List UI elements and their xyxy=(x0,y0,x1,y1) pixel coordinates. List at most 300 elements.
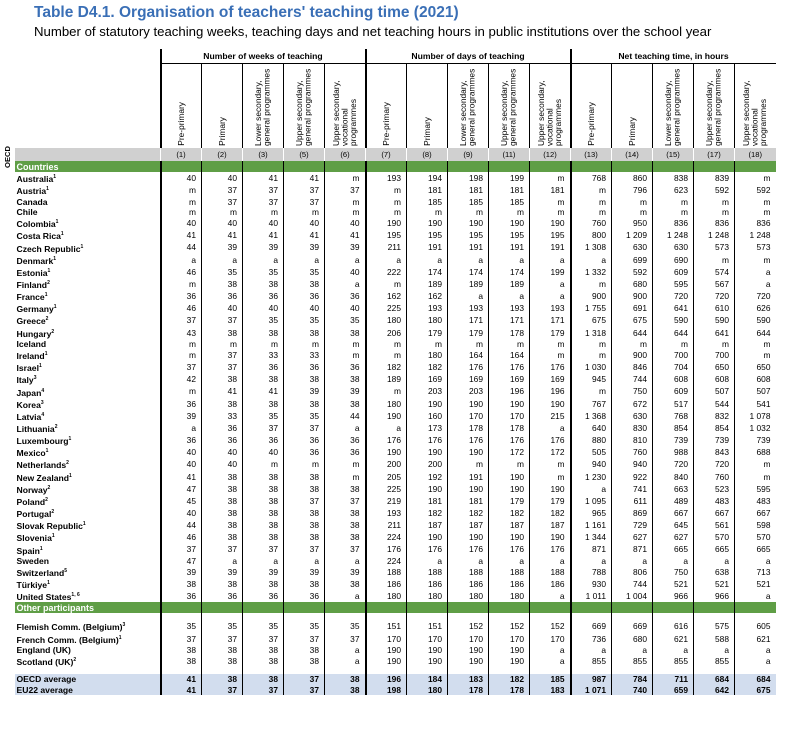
table-cell: 176 xyxy=(366,544,407,556)
table-cell: m xyxy=(530,458,571,470)
table-cell: 162 xyxy=(407,290,448,302)
table-row xyxy=(15,327,776,339)
table-cell: 38 xyxy=(284,327,325,339)
table-cell: 659 xyxy=(653,685,694,695)
table-cell: 609 xyxy=(653,266,694,278)
table-cell: 38 xyxy=(243,483,284,495)
column-header-label: Pre-primary xyxy=(585,102,596,146)
table-cell: 843 xyxy=(694,446,735,458)
section-label: Countries xyxy=(15,161,161,172)
table-cell: 37 xyxy=(202,544,243,556)
table-cell: 39 xyxy=(202,566,243,578)
table-cell: a xyxy=(530,655,571,667)
table-cell: 191 xyxy=(530,242,571,254)
table-row xyxy=(15,495,776,507)
table-cell: 190 xyxy=(366,645,407,655)
table-cell: 176 xyxy=(407,434,448,446)
table-cell: 36 xyxy=(284,446,325,458)
table-cell: 189 xyxy=(407,278,448,290)
table-row xyxy=(15,266,776,278)
table-cell: 170 xyxy=(407,633,448,645)
row-label: Finland$^2$ xyxy=(16,279,50,290)
table-cell: 38 xyxy=(284,655,325,667)
table-cell: 46 xyxy=(161,302,202,314)
column-number: (9) xyxy=(448,148,489,161)
table-cell: 190 xyxy=(489,645,530,655)
table-cell: m xyxy=(325,197,366,207)
column-header-label: Upper secondary, general programmes xyxy=(704,68,723,146)
table-row xyxy=(15,483,776,495)
table-cell: 38 xyxy=(325,674,366,684)
table-cell: m xyxy=(571,349,612,361)
table-cell: 663 xyxy=(653,483,694,495)
row-label: French Comm. (Belgium)$^1$ xyxy=(16,634,122,645)
table-cell: 900 xyxy=(612,290,653,302)
table-cell: 37 xyxy=(284,685,325,695)
table-cell: 38 xyxy=(325,483,366,495)
table-cell: 567 xyxy=(694,278,735,290)
table-cell: 190 xyxy=(366,410,407,422)
table-cell: 680 xyxy=(612,278,653,290)
table-cell: 37 xyxy=(243,197,284,207)
table-cell: 1 095 xyxy=(571,495,612,507)
table-cell: m xyxy=(735,254,776,266)
table-cell: 900 xyxy=(571,290,612,302)
table-cell: 39 xyxy=(243,242,284,254)
table-cell: a xyxy=(448,556,489,566)
table-row xyxy=(15,410,776,422)
table-cell: 592 xyxy=(612,266,653,278)
table-cell: m xyxy=(448,339,489,349)
table-cell: 39 xyxy=(284,566,325,578)
table-cell: 720 xyxy=(735,290,776,302)
table-row xyxy=(15,339,776,349)
table-cell: 830 xyxy=(612,422,653,434)
table-cell: 1 755 xyxy=(571,302,612,314)
table-cell: 170 xyxy=(366,633,407,645)
group-header: Number of days of teaching xyxy=(366,49,571,64)
table-cell: 667 xyxy=(653,507,694,519)
row-label: Japan$^4$ xyxy=(16,387,45,398)
table-cell: 1 030 xyxy=(571,361,612,373)
table-cell: 188 xyxy=(366,566,407,578)
table-cell: 35 xyxy=(325,620,366,632)
table-cell: 570 xyxy=(694,531,735,543)
table-cell: 189 xyxy=(489,278,530,290)
table-cell: m xyxy=(694,339,735,349)
table-cell: 40 xyxy=(202,172,243,184)
table-cell: 206 xyxy=(366,327,407,339)
table-cell: m xyxy=(653,207,694,217)
table-cell: m xyxy=(325,471,366,483)
table-cell: 740 xyxy=(612,685,653,695)
row-label: Portugal$^2$ xyxy=(16,508,55,519)
table-cell: 736 xyxy=(571,633,612,645)
table-cell: 627 xyxy=(653,531,694,543)
table-cell: m xyxy=(284,207,325,217)
table-cell: 608 xyxy=(694,373,735,385)
table-cell: 190 xyxy=(489,217,530,229)
table-cell: 37 xyxy=(325,544,366,556)
table-cell: 178 xyxy=(489,327,530,339)
row-label: Austria$^1$ xyxy=(16,186,49,197)
table-cell: 195 xyxy=(448,229,489,241)
table-cell: 190 xyxy=(407,446,448,458)
table-cell: 219 xyxy=(366,495,407,507)
table-cell: 205 xyxy=(366,471,407,483)
table-cell: 38 xyxy=(284,531,325,543)
table-cell: 855 xyxy=(612,655,653,667)
table-cell: 186 xyxy=(530,578,571,590)
table-cell: 595 xyxy=(653,278,694,290)
table-cell: m xyxy=(366,386,407,398)
table-cell: a xyxy=(530,290,571,302)
table-cell: 573 xyxy=(694,242,735,254)
table-cell: 37 xyxy=(284,544,325,556)
column-header-label: Pre-primary xyxy=(175,102,186,146)
table-cell: 592 xyxy=(694,184,735,196)
column-header-label: Primary xyxy=(626,117,637,146)
table-cell: 38 xyxy=(202,398,243,410)
table-cell: a xyxy=(325,645,366,655)
table-cell: 840 xyxy=(653,471,694,483)
table-cell: m xyxy=(366,339,407,349)
table-cell: 38 xyxy=(161,645,202,655)
table-cell: a xyxy=(448,254,489,266)
table-cell: m xyxy=(325,339,366,349)
column-number: (1) xyxy=(161,148,202,161)
table-cell: 630 xyxy=(612,242,653,254)
column-number: (2) xyxy=(202,148,243,161)
table-cell: 36 xyxy=(325,290,366,302)
section-header xyxy=(15,161,776,172)
table-cell: 179 xyxy=(530,495,571,507)
table-cell: 38 xyxy=(243,578,284,590)
row-label: Slovak Republic$^1$ xyxy=(16,521,86,532)
table-cell: a xyxy=(735,590,776,602)
table-cell: 195 xyxy=(489,229,530,241)
table-cell: 836 xyxy=(653,217,694,229)
table-cell: m xyxy=(694,197,735,207)
table-cell: 869 xyxy=(612,507,653,519)
table-cell: 36 xyxy=(161,290,202,302)
table-cell: a xyxy=(571,645,612,655)
table-cell: m xyxy=(571,207,612,217)
table-cell: 188 xyxy=(448,566,489,578)
table-cell: m xyxy=(612,197,653,207)
table-cell: 185 xyxy=(407,197,448,207)
table-cell: 37 xyxy=(284,184,325,196)
row-label: Mexico$^1$ xyxy=(16,448,49,459)
table-cell: m xyxy=(653,339,694,349)
table-cell: 190 xyxy=(489,483,530,495)
table-cell: 42 xyxy=(161,373,202,385)
table-cell: 684 xyxy=(735,674,776,684)
column-header xyxy=(366,64,407,149)
row-label: Chile xyxy=(16,206,38,217)
table-cell: 1 332 xyxy=(571,266,612,278)
row-label: Slovenia$^1$ xyxy=(16,533,55,544)
table-cell: 37 xyxy=(325,184,366,196)
table-row xyxy=(15,361,776,373)
table-cell: 922 xyxy=(612,471,653,483)
table-cell: a xyxy=(571,556,612,566)
table-cell: 40 xyxy=(161,446,202,458)
table-cell: 38 xyxy=(325,578,366,590)
table-cell: 832 xyxy=(694,410,735,422)
teaching-time-table xyxy=(14,49,776,695)
table-row xyxy=(15,645,776,655)
table-cell: 41 xyxy=(161,674,202,684)
column-number: (8) xyxy=(407,148,448,161)
table-cell: 195 xyxy=(366,229,407,241)
table-cell: 630 xyxy=(612,410,653,422)
table-cell: a xyxy=(489,556,530,566)
table-cell: 169 xyxy=(530,373,571,385)
row-label: Costa Rica$^1$ xyxy=(16,231,64,242)
table-cell: m xyxy=(571,278,612,290)
column-number: (6) xyxy=(325,148,366,161)
table-cell: a xyxy=(325,422,366,434)
table-cell: 225 xyxy=(366,302,407,314)
table-cell: 37 xyxy=(202,314,243,326)
table-cell: 37 xyxy=(243,544,284,556)
table-cell: 211 xyxy=(366,242,407,254)
table-cell: 176 xyxy=(407,544,448,556)
table-cell: 38 xyxy=(202,495,243,507)
table-cell: 744 xyxy=(612,578,653,590)
table-cell: 183 xyxy=(448,674,489,684)
table-cell: 39 xyxy=(161,566,202,578)
table-cell: 45 xyxy=(161,495,202,507)
table-cell: 1 004 xyxy=(612,590,653,602)
table-cell: 39 xyxy=(284,386,325,398)
table-cell: 38 xyxy=(202,278,243,290)
table-cell: 190 xyxy=(407,398,448,410)
table-cell: 182 xyxy=(489,507,530,519)
table-cell: 598 xyxy=(735,519,776,531)
table-cell: 190 xyxy=(448,531,489,543)
table-cell: m xyxy=(161,386,202,398)
table-cell: 176 xyxy=(489,544,530,556)
table-cell: 36 xyxy=(325,361,366,373)
table-cell: 185 xyxy=(448,197,489,207)
table-cell: 739 xyxy=(653,434,694,446)
column-header-label: Lower secondary, general programmes xyxy=(663,68,682,146)
table-cell: 38 xyxy=(243,398,284,410)
table-cell: 37 xyxy=(202,685,243,695)
table-cell: 38 xyxy=(284,471,325,483)
table-cell: 37 xyxy=(202,184,243,196)
table-row xyxy=(15,422,776,434)
table-cell: 37 xyxy=(325,495,366,507)
table-cell: 178 xyxy=(448,685,489,695)
table-cell: 196 xyxy=(530,386,571,398)
table-cell: 39 xyxy=(161,410,202,422)
table-cell: 180 xyxy=(407,314,448,326)
table-cell: 182 xyxy=(407,507,448,519)
table-cell: 33 xyxy=(243,349,284,361)
table-cell: 966 xyxy=(694,590,735,602)
table-cell: 198 xyxy=(448,172,489,184)
table-row xyxy=(15,556,776,566)
table-cell: m xyxy=(325,207,366,217)
table-cell: m xyxy=(735,471,776,483)
table-cell: 190 xyxy=(489,655,530,667)
table-cell: 675 xyxy=(571,314,612,326)
table-cell: 675 xyxy=(612,314,653,326)
table-cell: m xyxy=(530,197,571,207)
table-cell: 180 xyxy=(489,590,530,602)
table-cell: 180 xyxy=(407,349,448,361)
table-cell: 592 xyxy=(735,184,776,196)
table-cell: 181 xyxy=(448,495,489,507)
table-cell: 190 xyxy=(448,446,489,458)
table-cell: 641 xyxy=(653,302,694,314)
table-cell: 1 078 xyxy=(735,410,776,422)
table-cell: 665 xyxy=(694,544,735,556)
row-label: Hungary$^2$ xyxy=(16,328,55,339)
row-label: Netherlands$^2$ xyxy=(16,460,69,471)
row-label: OECD average xyxy=(15,674,161,684)
table-cell: a xyxy=(530,556,571,566)
table-cell: a xyxy=(489,290,530,302)
table-cell: 796 xyxy=(612,184,653,196)
table-cell: m xyxy=(448,207,489,217)
table-cell: 855 xyxy=(571,655,612,667)
table-cell: 190 xyxy=(489,398,530,410)
table-cell: 191 xyxy=(448,471,489,483)
column-header-label: Upper secondary, vocational programmes xyxy=(330,80,359,146)
row-label: United States$^{1, 6}$ xyxy=(16,592,80,603)
table-cell: 741 xyxy=(612,483,653,495)
table-cell: a xyxy=(325,655,366,667)
table-cell: 672 xyxy=(612,398,653,410)
table-row xyxy=(15,398,776,410)
table-cell: a xyxy=(735,655,776,667)
table-cell: a xyxy=(448,290,489,302)
table-cell: 680 xyxy=(612,633,653,645)
table-row xyxy=(15,197,776,207)
table-cell: 37 xyxy=(325,633,366,645)
table-cell: 222 xyxy=(366,266,407,278)
row-label: Flemish Comm. (Belgium)$^3$ xyxy=(16,622,126,633)
table-cell: 189 xyxy=(366,373,407,385)
table-cell: 38 xyxy=(202,655,243,667)
table-cell: a xyxy=(325,590,366,602)
column-header-label: Upper secondary, vocational programmes xyxy=(535,80,564,146)
table-subtitle: Number of statutory teaching weeks, teaching days and net teaching hours in public institutions over the school year xyxy=(34,24,712,39)
table-cell: m xyxy=(161,278,202,290)
table-cell: 36 xyxy=(202,422,243,434)
table-cell: a xyxy=(325,254,366,266)
table-cell: m xyxy=(366,197,407,207)
table-cell: 37 xyxy=(202,197,243,207)
table-cell: 611 xyxy=(612,495,653,507)
table-cell: 38 xyxy=(202,645,243,655)
table-cell: 38 xyxy=(325,685,366,695)
table-cell: 39 xyxy=(202,242,243,254)
table-cell: 767 xyxy=(571,398,612,410)
table-cell: 195 xyxy=(407,229,448,241)
row-label: Canada xyxy=(16,196,48,207)
table-cell: 36 xyxy=(325,446,366,458)
table-row xyxy=(15,655,776,667)
column-header xyxy=(735,64,776,149)
table-cell: 760 xyxy=(694,471,735,483)
table-cell: m xyxy=(735,197,776,207)
column-header xyxy=(325,64,366,149)
table-cell: m xyxy=(735,458,776,470)
table-cell: 700 xyxy=(653,349,694,361)
table-cell: m xyxy=(202,207,243,217)
table-cell: 186 xyxy=(448,578,489,590)
table-cell: 871 xyxy=(571,544,612,556)
table-cell: a xyxy=(530,590,571,602)
table-cell: 806 xyxy=(612,566,653,578)
table-cell: 711 xyxy=(653,674,694,684)
column-header xyxy=(612,64,653,149)
table-cell: m xyxy=(612,339,653,349)
table-cell: 40 xyxy=(325,266,366,278)
table-cell: 40 xyxy=(284,217,325,229)
table-cell: 38 xyxy=(284,578,325,590)
table-cell: 36 xyxy=(161,434,202,446)
table-cell: 173 xyxy=(407,422,448,434)
table-cell: 595 xyxy=(735,483,776,495)
table-cell: 185 xyxy=(530,674,571,684)
column-header xyxy=(448,64,489,149)
table-cell: m xyxy=(325,458,366,470)
table-cell: 171 xyxy=(448,314,489,326)
row-label: Lithuania$^2$ xyxy=(16,423,58,434)
table-cell: 191 xyxy=(407,242,448,254)
table-cell: 1 248 xyxy=(694,229,735,241)
table-cell: 523 xyxy=(694,483,735,495)
table-cell: m xyxy=(530,207,571,217)
table-cell: 170 xyxy=(530,633,571,645)
table-cell: m xyxy=(489,207,530,217)
table-cell: 181 xyxy=(530,184,571,196)
table-cell: 836 xyxy=(694,217,735,229)
table-cell: 40 xyxy=(243,217,284,229)
table-cell: 180 xyxy=(366,398,407,410)
table-cell: 164 xyxy=(448,349,489,361)
table-cell: 188 xyxy=(530,566,571,578)
table-cell: 37 xyxy=(284,633,325,645)
table-cell: 190 xyxy=(448,645,489,655)
row-label: Czech Republic$^1$ xyxy=(16,243,84,254)
table-cell: 196 xyxy=(489,386,530,398)
table-cell: 185 xyxy=(489,197,530,207)
table-cell: 38 xyxy=(325,531,366,543)
table-cell: m xyxy=(653,197,694,207)
table-row xyxy=(15,349,776,361)
table-cell: a xyxy=(366,422,407,434)
column-header-label: Lower secondary, general programmes xyxy=(458,68,477,146)
table-cell: 855 xyxy=(694,655,735,667)
table-cell: a xyxy=(161,422,202,434)
table-cell: m xyxy=(530,349,571,361)
table-cell: 33 xyxy=(284,349,325,361)
table-cell: a xyxy=(735,278,776,290)
row-label: Israel$^1$ xyxy=(16,363,42,374)
table-cell: 41 xyxy=(161,229,202,241)
table-cell: m xyxy=(366,184,407,196)
row-label: Germany$^1$ xyxy=(16,304,57,315)
table-cell: 176 xyxy=(366,434,407,446)
table-cell: 665 xyxy=(653,544,694,556)
